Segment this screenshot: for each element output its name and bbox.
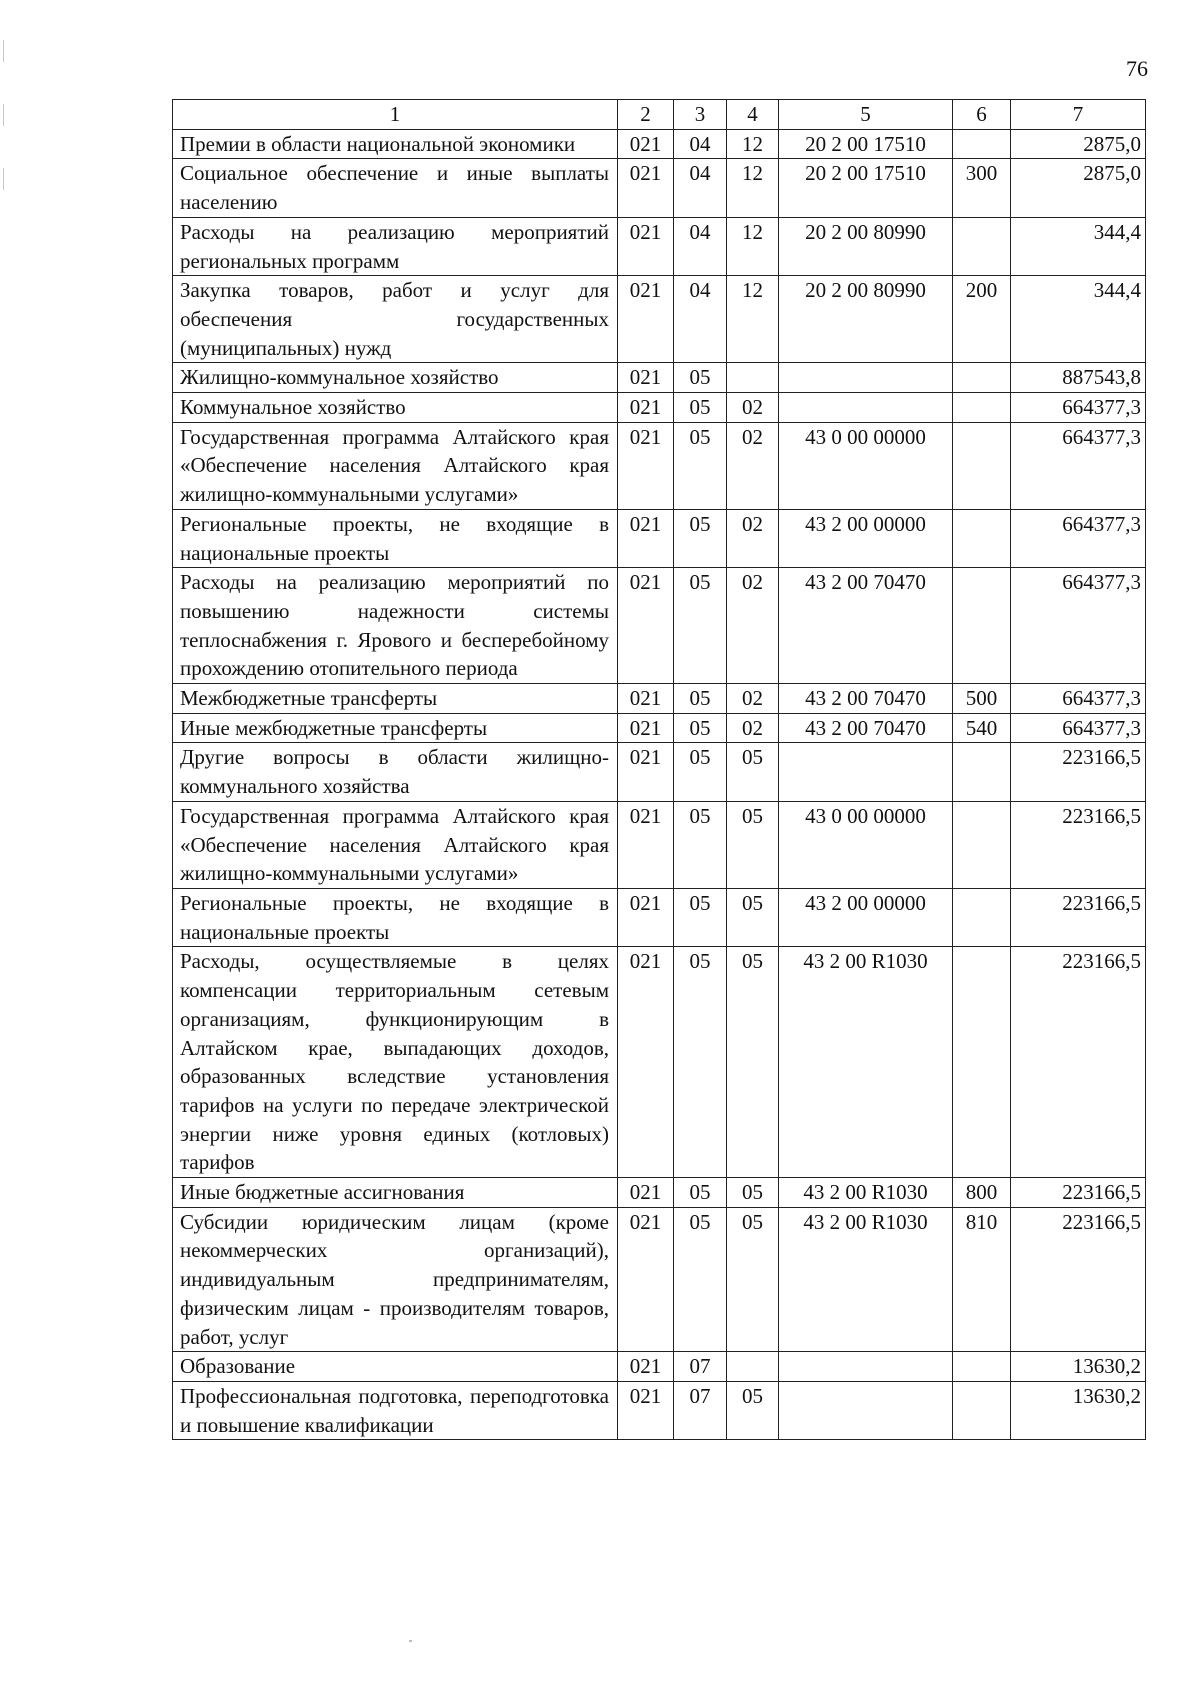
subsection-cell: 05 [727,1207,779,1352]
target-item-cell: 43 2 00 R1030 [779,947,953,1178]
row-name-cell: Региональные проекты, не входящие в национальные проекты [173,509,618,567]
table-row [173,801,1146,888]
expense-type-cell: 200 [953,276,1011,363]
table-row [173,363,1146,393]
target-item-cell: 43 2 00 R1030 [779,1178,953,1208]
row-name-cell: Субсидии юридическим лицам (кроме некоммерческих организаций), индивидуальным предпринимателям, физическим лицам - производителям товаров, работ, услуг [173,1207,618,1352]
subsection-cell: 02 [727,393,779,423]
section-cell: 05 [674,1178,727,1208]
target-item-cell: 20 2 00 17510 [779,159,953,217]
column-header: 4 [727,100,779,130]
column-header: 6 [953,100,1011,130]
amount-cell: 2875,0 [1011,159,1146,217]
admin-code-cell: 021 [618,684,674,714]
row-name-cell: Социальное обеспечение и иные выплаты населению [173,159,618,217]
row-name-cell: Расходы на реализацию мероприятий региональных программ [173,217,618,275]
row-name-cell: Закупка товаров, работ и услуг для обеспечения государственных (муниципальных) нужд [173,276,618,363]
section-cell: 07 [674,1381,727,1439]
amount-cell: 664377,3 [1011,422,1146,509]
admin-code-cell: 021 [618,713,674,743]
expense-type-cell: 810 [953,1207,1011,1352]
admin-code-cell: 021 [618,568,674,684]
expense-type-cell [953,947,1011,1178]
expense-type-cell [953,888,1011,946]
expense-type-cell [953,217,1011,275]
amount-cell: 664377,3 [1011,509,1146,567]
table-row [173,1352,1146,1382]
target-item-cell [779,1381,953,1439]
admin-code-cell: 021 [618,363,674,393]
subsection-cell: 05 [727,801,779,888]
target-item-cell: 20 2 00 80990 [779,276,953,363]
amount-cell: 664377,3 [1011,393,1146,423]
row-name-cell: Государственная программа Алтайского края «Обеспечение населения Алтайского края жилищно-коммунальными услугами» [173,801,618,888]
section-cell: 05 [674,888,727,946]
subsection-cell: 05 [727,947,779,1178]
section-cell: 05 [674,363,727,393]
table-row [173,1178,1146,1208]
section-cell: 05 [674,801,727,888]
row-name-cell: Иные бюджетные ассигнования [173,1178,618,1208]
admin-code-cell: 021 [618,1381,674,1439]
admin-code-cell: 021 [618,276,674,363]
table-row [173,217,1146,275]
amount-cell: 223166,5 [1011,1178,1146,1208]
subsection-cell: 12 [727,217,779,275]
admin-code-cell: 021 [618,159,674,217]
expense-type-cell: 500 [953,684,1011,714]
scan-dust-mark [409,1640,412,1642]
target-item-cell: 20 2 00 80990 [779,217,953,275]
amount-cell: 344,4 [1011,217,1146,275]
admin-code-cell: 021 [618,217,674,275]
admin-code-cell: 021 [618,801,674,888]
section-cell: 05 [674,509,727,567]
expense-type-cell [953,393,1011,423]
scan-edge-mark [3,40,4,62]
table-row [173,422,1146,509]
subsection-cell: 05 [727,743,779,801]
subsection-cell [727,1352,779,1382]
row-name-cell: Межбюджетные трансферты [173,684,618,714]
admin-code-cell: 021 [618,1178,674,1208]
subsection-cell: 05 [727,1381,779,1439]
section-cell: 04 [674,159,727,217]
section-cell: 05 [674,393,727,423]
amount-cell: 223166,5 [1011,888,1146,946]
table-row [173,393,1146,423]
column-header: 7 [1011,100,1146,130]
row-name-cell: Премии в области национальной экономики [173,129,618,159]
target-item-cell: 43 2 00 00000 [779,509,953,567]
table-header-row [173,100,1146,130]
subsection-cell: 02 [727,713,779,743]
section-cell: 05 [674,947,727,1178]
section-cell: 05 [674,422,727,509]
target-item-cell: 43 0 00 00000 [779,801,953,888]
column-header: 2 [618,100,674,130]
scan-edge-mark [3,168,4,190]
target-item-cell [779,393,953,423]
subsection-cell: 12 [727,159,779,217]
target-item-cell: 43 2 00 70470 [779,713,953,743]
row-name-cell: Расходы, осуществляемые в целях компенсации территориальным сетевым организациям, функционирующим в Алтайском крае, выпадающих доходов, образованных вследствие установления тарифов на услуги по передаче электрической энергии ниже уровня единых (котловых) тарифов [173,947,618,1178]
expense-type-cell [953,801,1011,888]
subsection-cell: 05 [727,888,779,946]
expense-type-cell [953,129,1011,159]
row-name-cell: Образование [173,1352,618,1382]
admin-code-cell: 021 [618,1207,674,1352]
target-item-cell: 43 2 00 R1030 [779,1207,953,1352]
section-cell: 05 [674,743,727,801]
expense-type-cell [953,1352,1011,1382]
expense-type-cell [953,509,1011,567]
row-name-cell: Расходы на реализацию мероприятий по повышению надежности системы теплоснабжения г. Ярового и бесперебойному прохождению отопительного периода [173,568,618,684]
target-item-cell [779,743,953,801]
subsection-cell: 02 [727,509,779,567]
subsection-cell: 05 [727,1178,779,1208]
expense-type-cell [953,363,1011,393]
table-row [173,947,1146,1178]
section-cell: 05 [674,684,727,714]
admin-code-cell: 021 [618,743,674,801]
amount-cell: 664377,3 [1011,684,1146,714]
section-cell: 04 [674,276,727,363]
amount-cell: 887543,8 [1011,363,1146,393]
table-row [173,159,1146,217]
expense-type-cell [953,568,1011,684]
admin-code-cell: 021 [618,509,674,567]
row-name-cell: Другие вопросы в области жилищно-коммунального хозяйства [173,743,618,801]
subsection-cell: 02 [727,684,779,714]
section-cell: 04 [674,217,727,275]
subsection-cell [727,363,779,393]
table-row [173,1381,1146,1439]
scan-edge-mark [3,104,4,126]
admin-code-cell: 021 [618,888,674,946]
target-item-cell: 43 2 00 70470 [779,684,953,714]
expense-type-cell [953,743,1011,801]
table-row [173,743,1146,801]
target-item-cell: 43 2 00 70470 [779,568,953,684]
table-row [173,888,1146,946]
amount-cell: 223166,5 [1011,947,1146,1178]
target-item-cell [779,1352,953,1382]
admin-code-cell: 021 [618,422,674,509]
page-number: 76 [1126,56,1148,81]
admin-code-cell: 021 [618,393,674,423]
amount-cell: 2875,0 [1011,129,1146,159]
budget-table [172,99,1146,1440]
expense-type-cell: 800 [953,1178,1011,1208]
expense-type-cell [953,422,1011,509]
target-item-cell [779,363,953,393]
row-name-cell: Жилищно-коммунальное хозяйство [173,363,618,393]
section-cell: 04 [674,129,727,159]
table-row [173,129,1146,159]
column-header: 3 [674,100,727,130]
section-cell: 05 [674,713,727,743]
amount-cell: 223166,5 [1011,1207,1146,1352]
table-body [173,129,1146,1440]
subsection-cell: 02 [727,568,779,684]
expense-type-cell: 300 [953,159,1011,217]
amount-cell: 664377,3 [1011,713,1146,743]
amount-cell: 344,4 [1011,276,1146,363]
row-name-cell: Профессиональная подготовка, переподготовка и повышение квалификации [173,1381,618,1439]
amount-cell: 223166,5 [1011,743,1146,801]
admin-code-cell: 021 [618,1352,674,1382]
amount-cell: 13630,2 [1011,1381,1146,1439]
row-name-cell: Региональные проекты, не входящие в национальные проекты [173,888,618,946]
target-item-cell: 20 2 00 17510 [779,129,953,159]
section-cell: 05 [674,568,727,684]
row-name-cell: Иные межбюджетные трансферты [173,713,618,743]
table-row [173,276,1146,363]
table-row [173,509,1146,567]
table-row [173,684,1146,714]
table-row [173,713,1146,743]
table-row [173,1207,1146,1352]
admin-code-cell: 021 [618,947,674,1178]
row-name-cell: Государственная программа Алтайского края «Обеспечение населения Алтайского края жилищно-коммунальными услугами» [173,422,618,509]
table-row [173,568,1146,684]
column-header: 5 [779,100,953,130]
column-header: 1 [173,100,618,130]
target-item-cell: 43 0 00 00000 [779,422,953,509]
target-item-cell: 43 2 00 00000 [779,888,953,946]
admin-code-cell: 021 [618,129,674,159]
section-cell: 07 [674,1352,727,1382]
amount-cell: 223166,5 [1011,801,1146,888]
amount-cell: 664377,3 [1011,568,1146,684]
section-cell: 05 [674,1207,727,1352]
subsection-cell: 12 [727,129,779,159]
amount-cell: 13630,2 [1011,1352,1146,1382]
subsection-cell: 12 [727,276,779,363]
expense-type-cell: 540 [953,713,1011,743]
row-name-cell: Коммунальное хозяйство [173,393,618,423]
subsection-cell: 02 [727,422,779,509]
expense-type-cell [953,1381,1011,1439]
